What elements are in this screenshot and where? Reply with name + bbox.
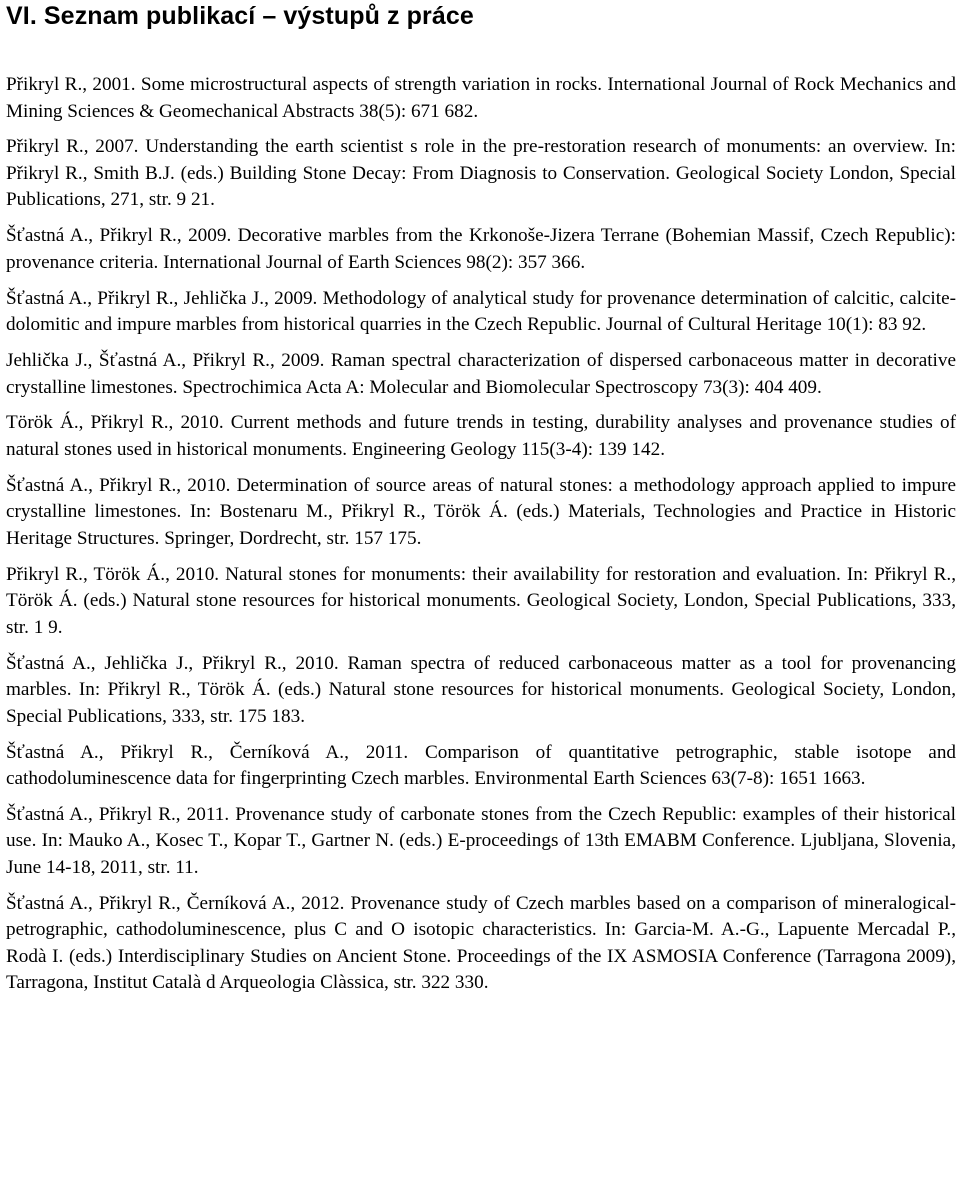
publication-entry: Šťastná A., Přikryl R., 2011. Provenance study of carbonate stones from the Czech Republic: examples of their historical use. In: Mauko A., Kosec T., Kopar T., Gartner N. (eds.) E-proceedings of 13th EMABM Conference. Ljubljana, Slovenia, June 14-18, 2011, str. 11. (6, 803, 956, 878)
publication-entry: Šťastná A., Přikryl R., Černíková A., 2012. Provenance study of Czech marbles based on a comparison of mineralogical-petrographic, cathodoluminescence, plus C and O isotopic characteristics. In: Garcia-M. A.-G., Lapuente Mercadal P., Rodà I. (eds.) Interdisciplinary Studies on Ancient Stone. Proceedings of the IX ASMOSIA Conference (Tarragona 2009), Tarragona, Institut Català d Arqueologia Clàssica, str. 322 330. (6, 892, 956, 994)
publication-entry: Šťastná A., Jehlička J., Přikryl R., 2010. Raman spectra of reduced carbonaceous matter as a tool for provenancing marbles. In: Přikryl R., Török Á. (eds.) Natural stone resources for historical monuments. Geological Society, London, Special Publications, 333, str. 175 183. (6, 652, 956, 727)
publication-entry: Přikryl R., 2001. Some microstructural aspects of strength variation in rocks. International Journal of Rock Mechanics and Mining Sciences & Geomechanical Abstracts 38(5): 671 682. (6, 74, 956, 122)
document-page (6, 0, 956, 1006)
publication-entry: Přikryl R., Török Á., 2010. Natural stones for monuments: their availability for restoration and evaluation. In: Přikryl R., Török Á. (eds.) Natural stone resources for historical monuments. Geological Society, London, Special Publications, 333, str. 1 9. (6, 563, 956, 638)
publication-entry: Török Á., Přikryl R., 2010. Current methods and future trends in testing, durability analyses and provenance studies of natural stones used in historical monuments. Engineering Geology 115(3-4): 139 142. (6, 412, 956, 460)
section-heading: VI. Seznam publikací – výstupů z práce (6, 2, 474, 30)
publication-entry: Šťastná A., Přikryl R., Jehlička J., 2009. Methodology of analytical study for provenance determination of calcitic, calcite-dolomitic and impure marbles from historical quarries in the Czech Republic. Journal of Cultural Heritage 10(1): 83 92. (6, 287, 956, 336)
publication-entry: Šťastná A., Přikryl R., 2010. Determination of source areas of natural stones: a methodology approach applied to impure crystalline limestones. In: Bostenaru M., Přikryl R., Török Á. (eds.) Materials, Technologies and Practice in Historic Heritage Structures. Springer, Dordrecht, str. 157 175. (6, 474, 956, 549)
publication-entry: Přikryl R., 2007. Understanding the earth scientist s role in the pre-restoration research of monuments: an overview. In: Přikryl R., Smith B.J. (eds.) Building Stone Decay: From Diagnosis to Conservation. Geological Society London, Special Publications, 271, str. 9 21. (6, 136, 956, 211)
publication-entry: Jehlička J., Šťastná A., Přikryl R., 2009. Raman spectral characterization of dispersed carbonaceous matter in decorative crystalline limestones. Spectrochimica Acta A: Molecular and Biomolecular Spectroscopy 73(3): 404 409. (6, 350, 956, 398)
publication-entry: Šťastná A., Přikryl R., Černíková A., 2011. Comparison of quantitative petrographic, stable isotope and cathodoluminescence data for fingerprinting Czech marbles. Environmental Earth Sciences 63(7-8): 1651 1663. (6, 741, 956, 790)
publication-entry: Šťastná A., Přikryl R., 2009. Decorative marbles from the Krkonoše-Jizera Terrane (Bohemian Massif, Czech Republic): provenance criteria. International Journal of Earth Sciences 98(2): 357 366. (6, 225, 956, 273)
publication-list (6, 72, 956, 997)
